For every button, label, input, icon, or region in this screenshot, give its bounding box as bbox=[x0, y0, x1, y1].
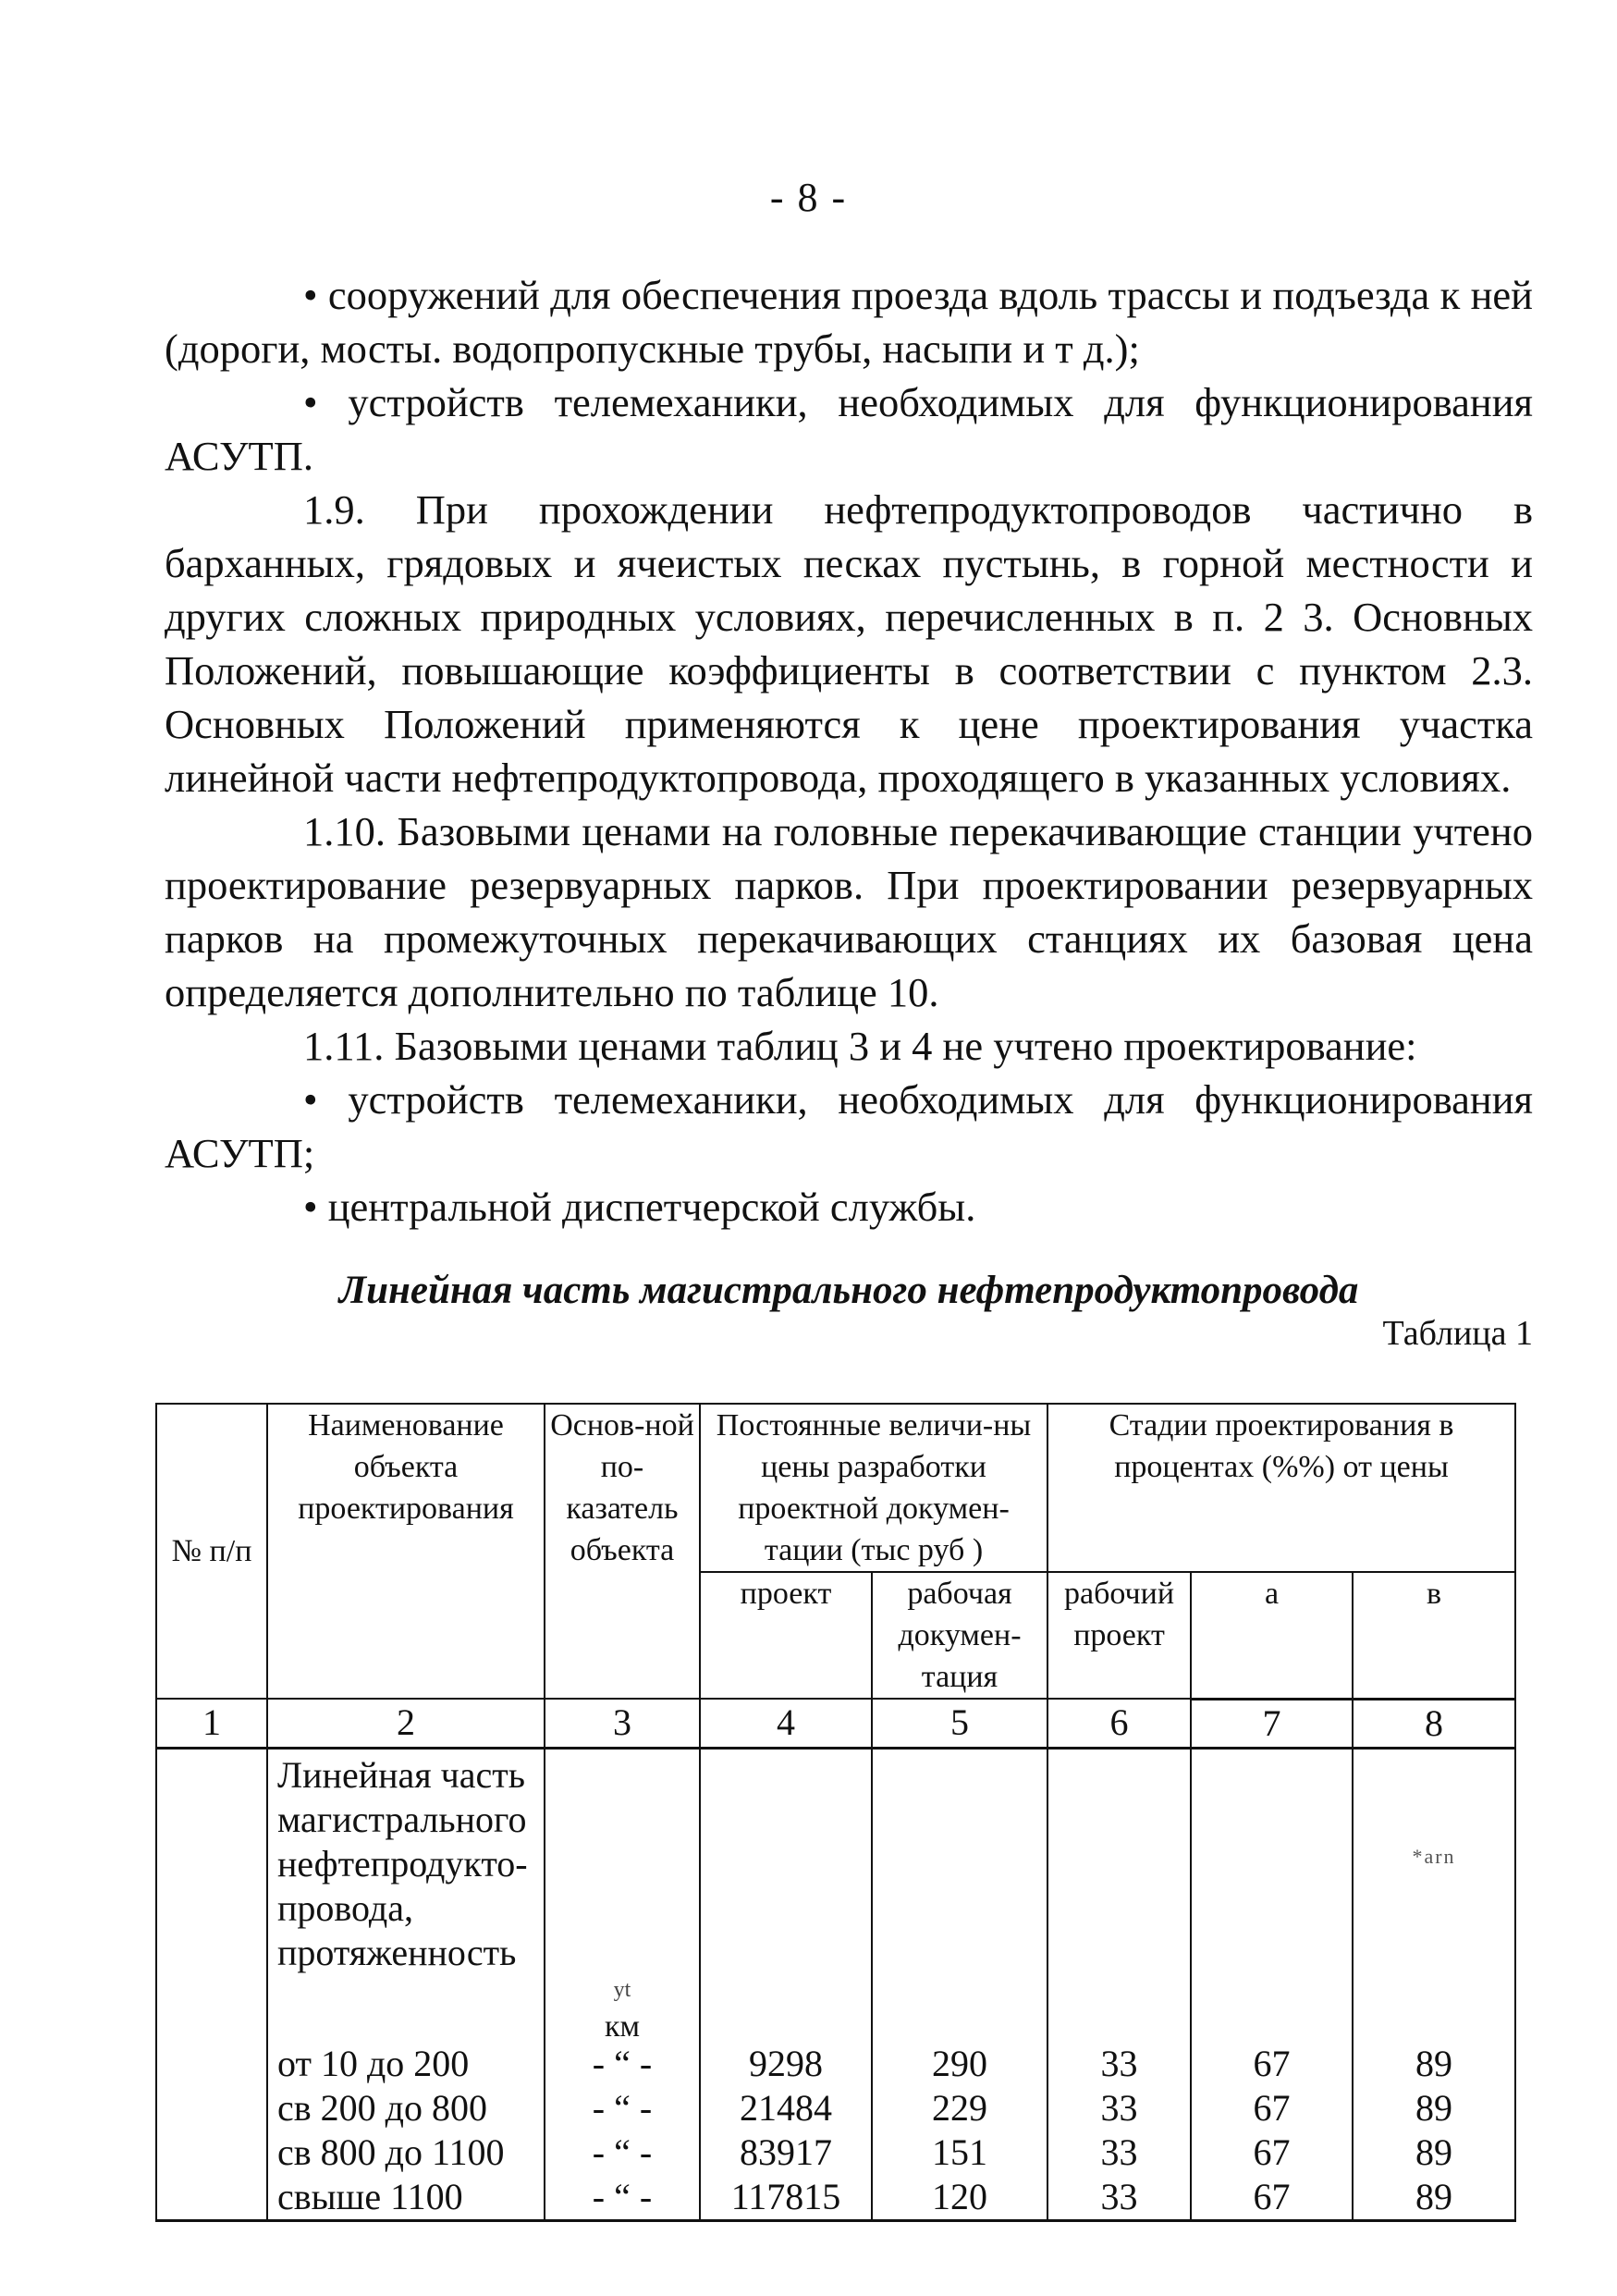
header-stages: Стадии проектирования в процентах (%%) от цены bbox=[1047, 1404, 1515, 1572]
row-a: 83917 bbox=[700, 2130, 872, 2175]
price-table bbox=[155, 1403, 1516, 2222]
table-row bbox=[156, 2130, 1515, 2175]
paragraph-1-11: 1.11. Базовыми ценами таблиц 3 и 4 не учтено проектирование: bbox=[303, 1023, 1417, 1069]
header-num: № п/п bbox=[156, 1404, 267, 1699]
unit-label: км bbox=[604, 2008, 641, 2044]
header-const-b: в bbox=[1353, 1572, 1515, 1699]
row-working-docs: 67 bbox=[1191, 2086, 1353, 2130]
row-b: 120 bbox=[872, 2175, 1047, 2221]
row-working-project: 89 bbox=[1353, 2175, 1515, 2221]
row-indicator: - “ - bbox=[545, 2086, 700, 2130]
header-stage-project: проект bbox=[700, 1572, 872, 1699]
header-const-a: а bbox=[1191, 1572, 1353, 1699]
paragraph-1-10: 1.10. Базовыми ценами на головные перекачивающие станции учтено проектирование резервуарных парков. При проектировании резервуарных парков на промежуточных перекачивающих станциях их базовая цена определяется дополнительно по таблице 10. bbox=[165, 808, 1533, 1015]
unit-mark: yt bbox=[613, 1977, 631, 2002]
row-project: 33 bbox=[1047, 2086, 1191, 2130]
column-number: 7 bbox=[1191, 1699, 1353, 1748]
column-number: 5 bbox=[872, 1699, 1047, 1748]
table-title: Линейная часть магистрального нефтепродуктопровода bbox=[338, 1269, 1359, 1312]
page-number: - 8 - bbox=[769, 175, 848, 220]
row-a: 117815 bbox=[700, 2175, 872, 2221]
row-working-docs: 67 bbox=[1191, 2175, 1353, 2221]
column-number: 8 bbox=[1353, 1699, 1515, 1748]
header-constants: Постоянные величи-ны цены разработки проектной докумен-тации (тыс руб ) bbox=[700, 1404, 1047, 1572]
header-indicator: Основ-ной по-казатель объекта bbox=[545, 1404, 700, 1699]
row-b: 290 bbox=[872, 2042, 1047, 2086]
row-range: от 10 до 200 bbox=[267, 2042, 545, 2086]
object-description: Линейная часть магистрального нефтепродукто-провода, протяженность bbox=[267, 1748, 545, 2042]
row-a: 9298 bbox=[700, 2042, 872, 2086]
paragraph-bullet-telemechanics: • устройств телемеханики, необходимых для функционирования АСУТП. bbox=[165, 379, 1533, 479]
row-indicator: - “ - bbox=[545, 2175, 700, 2221]
table-caption bbox=[165, 1265, 1533, 1356]
header-stage-working-docs: рабочая докумен-тация bbox=[872, 1572, 1047, 1699]
paragraph-1-9: 1.9. При прохождении нефтепродуктопроводов частично в барханных, грядовых и ячеистых песках пустынь, в горной местности и других сложных природных условиях, перечисленных в п. 2 3. Основных Положений, повышающие коэффициенты в соответствии с пунктом 2.3. Основных Положений применяются к цене проектирования участка линейной части нефтепродуктопровода, проходящего в указанных условиях. bbox=[165, 486, 1533, 801]
table-label: Таблица 1 bbox=[1382, 1314, 1533, 1353]
row-range: свыше 1100 bbox=[267, 2175, 545, 2221]
row-working-project: 89 bbox=[1353, 2130, 1515, 2175]
row-a: 21484 bbox=[700, 2086, 872, 2130]
column-number: 6 bbox=[1047, 1699, 1191, 1748]
row-project: 33 bbox=[1047, 2175, 1191, 2221]
row-working-docs: 67 bbox=[1191, 2042, 1353, 2086]
row-range: св 200 до 800 bbox=[267, 2086, 545, 2130]
column-number: 4 bbox=[700, 1699, 872, 1748]
column-number: 2 bbox=[267, 1699, 545, 1748]
row-project: 33 bbox=[1047, 2042, 1191, 2086]
row-indicator: - “ - bbox=[545, 2042, 700, 2086]
column-number: 3 bbox=[545, 1699, 700, 1748]
body-text bbox=[165, 268, 1533, 1234]
scan-artifact-mark: *arn bbox=[1412, 1844, 1456, 1868]
header-stage-working-project: рабочий проект bbox=[1047, 1572, 1191, 1699]
header-name: Наименование объекта проектирования bbox=[267, 1404, 545, 1699]
paragraph-bullet-structures: • сооружений для обеспечения проезда вдоль трассы и подъезда к ней (дороги, мосты. водопропускные трубы, насыпи и т д.); bbox=[165, 272, 1533, 372]
row-project: 33 bbox=[1047, 2130, 1191, 2175]
row-working-project: 89 bbox=[1353, 2086, 1515, 2130]
table-row bbox=[156, 2086, 1515, 2130]
paragraph-bullet-dispatch: • центральной диспетчерской службы. bbox=[303, 1184, 976, 1230]
row-working-docs: 67 bbox=[1191, 2130, 1353, 2175]
paragraph-bullet-telemechanics-2: • устройств телемеханики, необходимых для функционирования АСУТП; bbox=[165, 1076, 1533, 1176]
column-number: 1 bbox=[156, 1699, 267, 1748]
row-b: 151 bbox=[872, 2130, 1047, 2175]
row-range: св 800 до 1100 bbox=[267, 2130, 545, 2175]
table-row bbox=[156, 2042, 1515, 2086]
table-row bbox=[156, 2175, 1515, 2221]
row-b: 229 bbox=[872, 2086, 1047, 2130]
row-working-project: 89 bbox=[1353, 2042, 1515, 2086]
row-indicator: - “ - bbox=[545, 2130, 700, 2175]
